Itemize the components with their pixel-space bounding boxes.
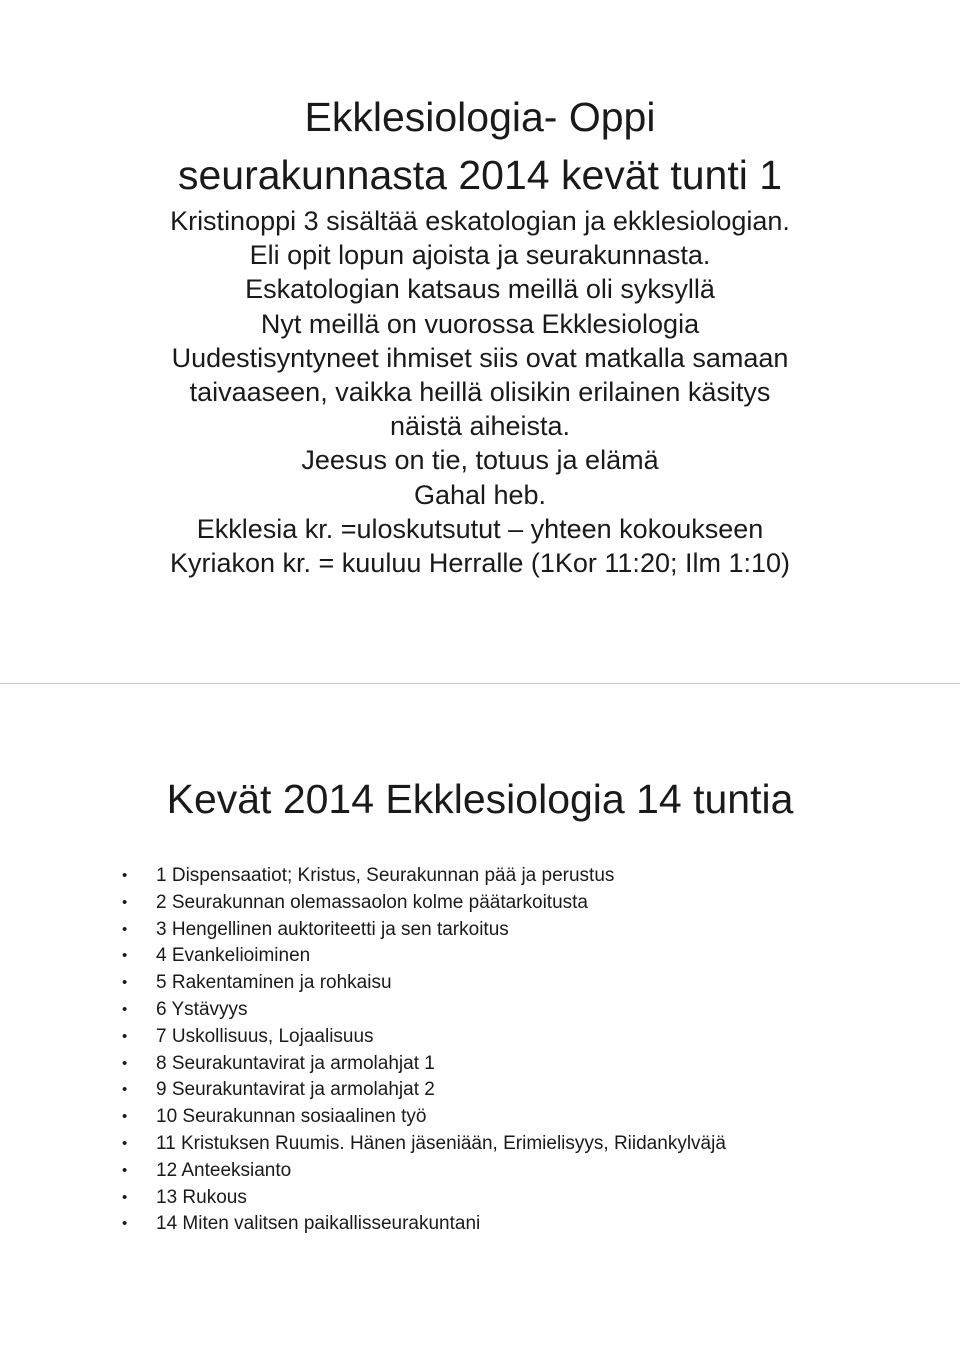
lesson-item-label: 4 Evankelioiminen — [156, 945, 311, 967]
slide-1-body-line: Kyriakon kr. = kuuluu Herralle (1Kor 11:20; Ilm 1:10) — [169, 548, 791, 579]
bullet-icon: • — [122, 1134, 128, 1152]
slide-1 — [0, 0, 960, 683]
bullet-icon: • — [122, 1188, 128, 1206]
lesson-item — [122, 1104, 726, 1131]
lesson-item — [122, 917, 726, 944]
bullet-icon: • — [122, 893, 128, 911]
bullet-icon: • — [122, 1000, 128, 1018]
lesson-item-label: 13 Rukous — [156, 1186, 247, 1208]
lesson-item-label: 3 Hengellinen auktoriteetti ja sen tarkoitus — [156, 918, 509, 940]
bullet-icon: • — [122, 1027, 128, 1045]
slide-1-body-line: Kristinoppi 3 sisältää eskatologian ja ekklesiologian. — [170, 206, 790, 236]
slide-1-title — [0, 88, 960, 204]
slide-1-body-line: Jeesus on tie, totuus ja elämä — [301, 445, 659, 476]
bullet-icon: • — [122, 974, 128, 992]
slide-1-body-line: Eli opit lopun ajoista ja seurakunnasta. — [249, 240, 711, 271]
lesson-item — [122, 1024, 726, 1051]
slide-1-title-line: seurakunnasta 2014 kevät tunti 1 — [177, 152, 783, 198]
slide-1-body-line: taivaaseen, vaikka heillä olisikin erilainen käsitys — [189, 377, 771, 408]
lesson-item — [122, 970, 726, 997]
lesson-item-label: 11 Kristuksen Ruumis. Hänen jäseniään, Erimielisyys, Riidankylväjä — [156, 1132, 726, 1154]
lesson-item — [122, 943, 726, 970]
bullet-icon: • — [122, 1108, 128, 1126]
lesson-item — [122, 1077, 726, 1104]
lesson-item-label: 8 Seurakuntavirat ja armolahjat 1 — [156, 1052, 435, 1074]
lesson-item — [122, 1158, 726, 1185]
lesson-item-label: 6 Ystävyys — [156, 998, 248, 1020]
lesson-item-label: 7 Uskollisuus, Lojaalisuus — [156, 1025, 374, 1047]
lesson-item-label: 9 Seurakuntavirat ja armolahjat 2 — [156, 1079, 435, 1101]
lesson-item-label: 14 Miten valitsen paikallisseurakuntani — [156, 1213, 481, 1235]
bullet-icon: • — [122, 867, 128, 884]
lesson-item — [122, 1131, 726, 1158]
slide-1-body-line: näistä aiheista. — [389, 411, 571, 442]
lesson-item-label: 1 Dispensaatiot; Kristus, Seurakunnan pää ja perustus — [156, 865, 615, 886]
lesson-item — [122, 890, 726, 917]
bullet-icon: • — [122, 1215, 128, 1233]
slide-1-title-line: Ekklesiologia- Oppi — [304, 94, 656, 140]
lesson-item-label: 2 Seurakunnan olemassaolon kolme päätarkoitusta — [156, 891, 588, 913]
slide-1-body — [0, 204, 960, 580]
bullet-icon: • — [122, 947, 128, 965]
lesson-item — [122, 1051, 726, 1078]
slide-1-body-line: Uudestisyntyneet ihmiset siis ovat matkalla samaan — [171, 342, 789, 373]
slide-1-body-line: Eskatologian katsaus meillä oli syksyllä — [245, 274, 715, 305]
bullet-icon: • — [122, 1054, 128, 1072]
bullet-icon: • — [122, 1081, 128, 1099]
slide-1-body-line: Nyt meillä on vuorossa Ekklesiologia — [260, 308, 700, 339]
lesson-item — [122, 997, 726, 1024]
slide-1-body-line: Ekklesia kr. =uloskutsutut – yhteen kokoukseen — [196, 513, 764, 544]
slide-2-title: Kevät 2014 Ekklesiologia 14 tuntia — [166, 776, 794, 822]
lesson-item — [122, 1211, 726, 1238]
lesson-item-label: 12 Anteeksianto — [156, 1159, 292, 1181]
slide-1-body-line: Gahal heb. — [413, 479, 547, 510]
lesson-item-label: 5 Rakentaminen ja rohkaisu — [156, 972, 392, 994]
lesson-item — [122, 1185, 726, 1212]
lesson-item-label: 10 Seurakunnan sosiaalinen työ — [156, 1106, 427, 1128]
bullet-icon: • — [122, 1161, 128, 1179]
bullet-icon: • — [122, 920, 128, 938]
lesson-list — [122, 863, 726, 1238]
lesson-item — [122, 863, 726, 890]
